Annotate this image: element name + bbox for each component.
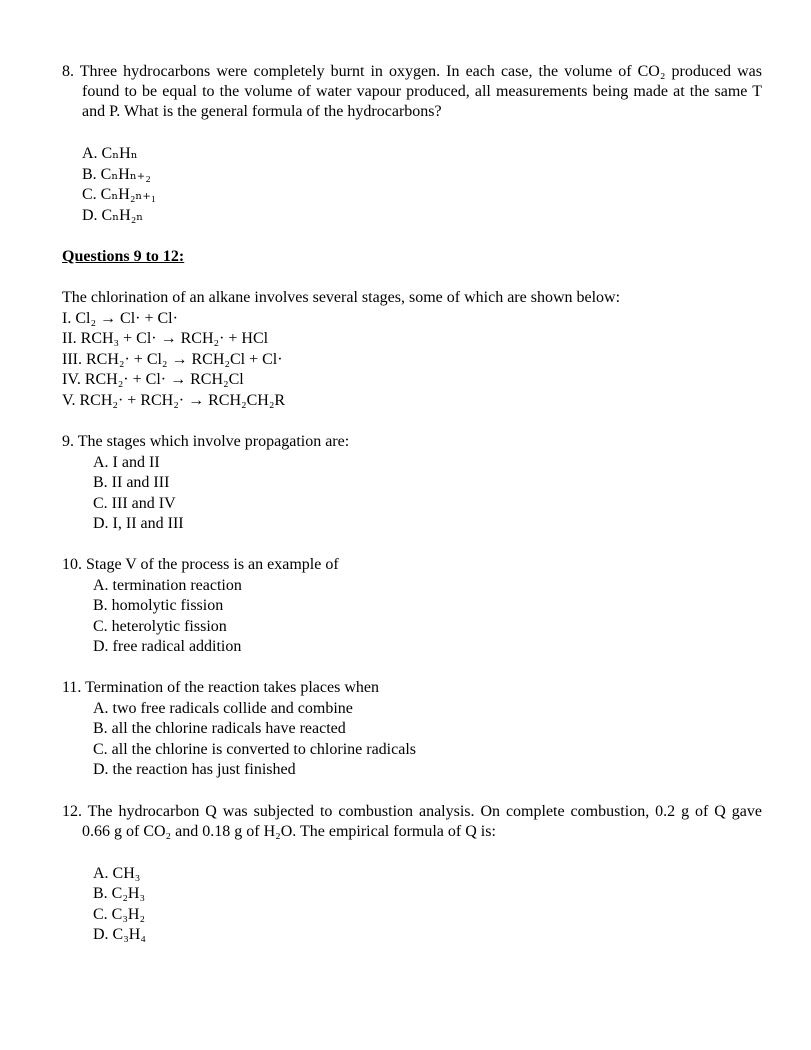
q11-stem: 11. Termination of the reaction takes places when [62,679,379,696]
q10-stem: 10. Stage V of the process is an example of [62,556,339,573]
q8-option-b: B. CₙHₙ₊₂ [82,166,151,183]
q9-option-c: C. III and IV [93,495,176,512]
q12-stem: 12. The hydrocarbon Q was subjected to combustion analysis. On complete combustion, 0.2 g of Q gave 0.66 g of CO₂ and 0.18 g of H₂O. The empirical formula of Q is: [62,803,762,840]
q10-option-a: A. termination reaction [93,577,242,594]
q11-option-c: C. all the chlorine is converted to chlorine radicals [93,741,416,758]
q8-option-a: A. CₙHₙ [82,145,138,162]
stage-v: V. RCH₂· + RCH₂· → RCH₂CH₂R [62,392,286,409]
q9-option-d: D. I, II and III [93,515,184,532]
q11-option-d: D. the reaction has just finished [93,761,296,778]
q9-option-b: B. II and III [93,474,170,491]
stage-iv: IV. RCH₂· + Cl· → RCH₂Cl [62,371,244,388]
stage-iii: III. RCH₂· + Cl₂ → RCH₂Cl + Cl· [62,351,283,368]
q12-option-c: C. C₃H₂ [93,906,146,923]
q12-option-a: A. CH₃ [93,865,141,882]
q8-option-c: C. CₙH₂ₙ₊₁ [82,186,157,203]
q8-stem: 8. Three hydrocarbons were completely burnt in oxygen. In each case, the volume of CO₂ produced was found to be equal to the volume of water vapour produced, all measurements being made at the same T and P. What is the general formula of the hydrocarbons? [62,63,762,120]
stage-ii: II. RCH₃ + Cl· → RCH₂· + HCl [62,330,269,347]
q12-option-d: D. C₃H₄ [93,926,146,943]
q11-option-b: B. all the chlorine radicals have reacted [93,720,346,737]
q9-option-a: A. I and II [93,454,160,471]
q12-option-b: B. C₂H₃ [93,885,146,902]
q8-option-d: D. CₙH₂ₙ [82,207,144,224]
stage-i: I. Cl₂ → Cl· + Cl· [62,310,178,327]
q10-option-c: C. heterolytic fission [93,618,227,635]
q9-stem: 9. The stages which involve propagation are: [62,433,350,450]
q10-option-d: D. free radical addition [93,638,242,655]
section-heading: Questions 9 to 12: [62,248,185,265]
q11-option-a: A. two free radicals collide and combine [93,700,353,717]
q10-option-b: B. homolytic fission [93,597,224,614]
intro-text: The chlorination of an alkane involves several stages, some of which are shown below: [62,289,621,306]
